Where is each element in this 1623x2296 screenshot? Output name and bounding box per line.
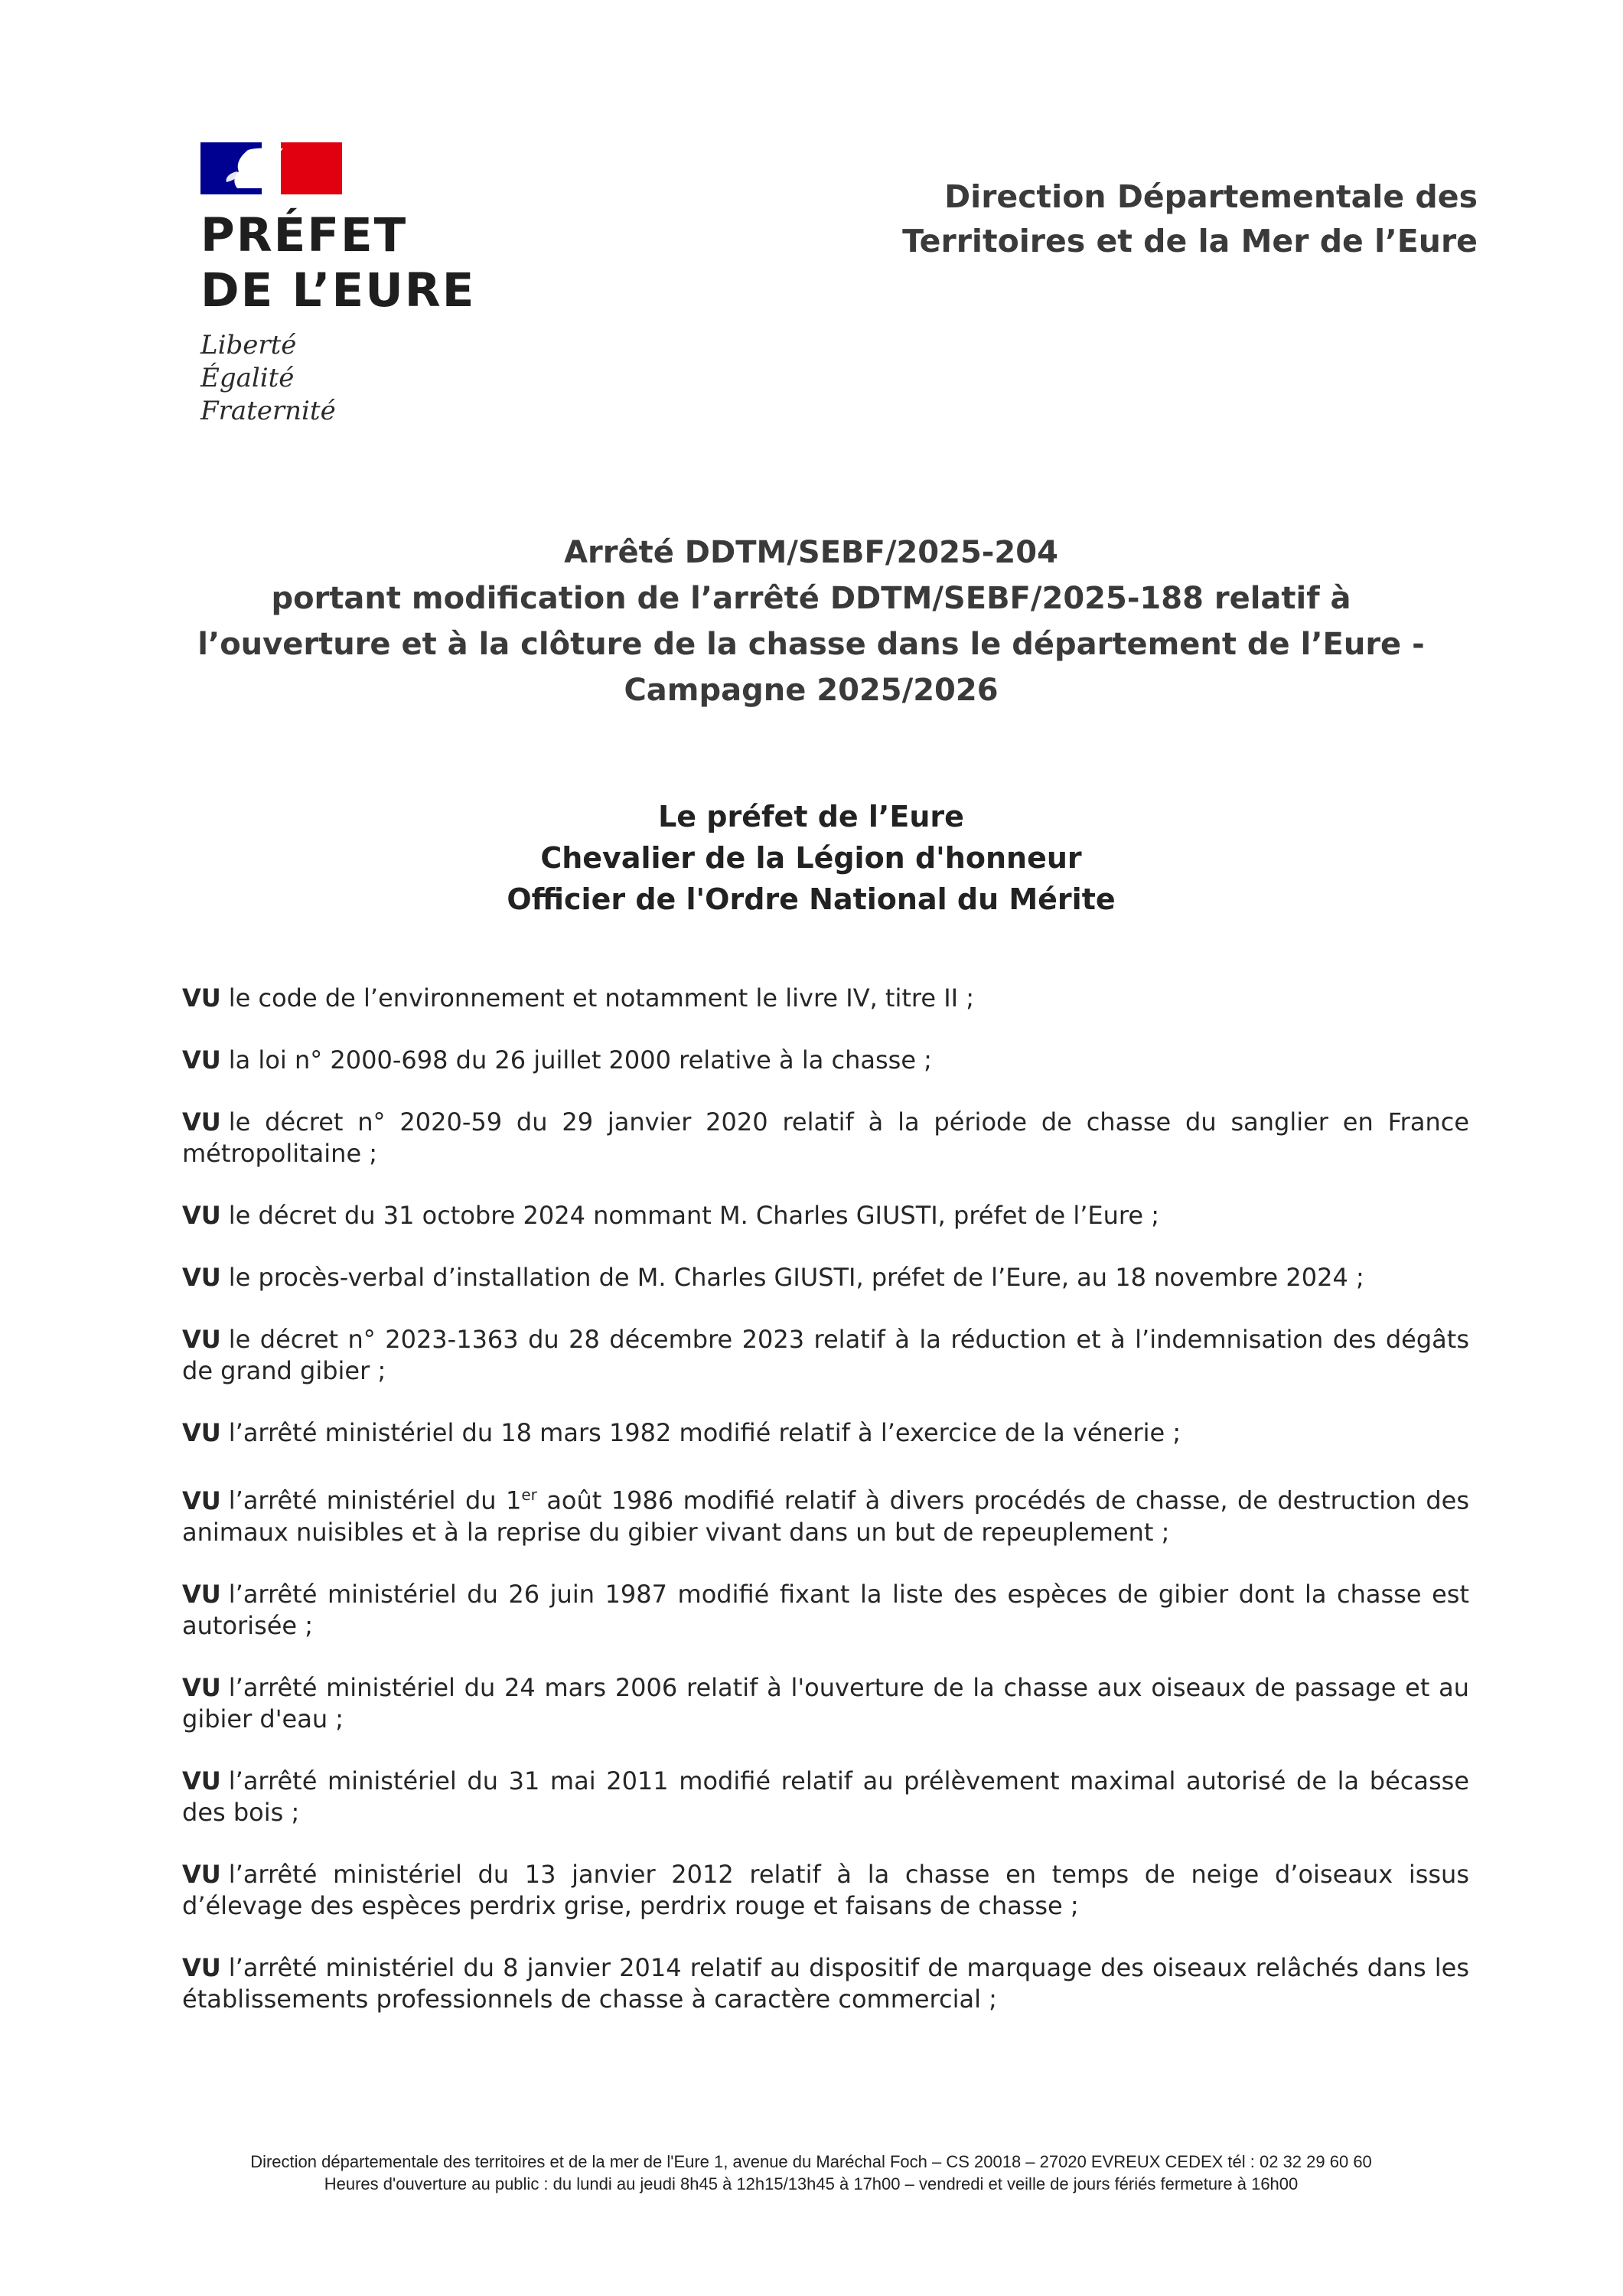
visa-list xyxy=(182,983,1469,2046)
visa-text: l’arrêté ministériel du 26 juin 1987 modifié fixant la liste des espèces de gibier dont la chasse est autorisée ; xyxy=(182,1579,1469,1640)
visa-label: VU xyxy=(182,1486,221,1515)
visa-item xyxy=(182,1200,1469,1231)
prefect-titles xyxy=(184,796,1439,920)
visa-item xyxy=(182,1672,1469,1735)
visa-item xyxy=(182,1766,1469,1828)
prefet-line: PRÉFET xyxy=(200,208,408,263)
title-line-2: portant modification de l’arrêté DDTM/SEBF/2025-188 relatif à xyxy=(271,581,1351,616)
prefecture-logo xyxy=(200,142,522,428)
page-footer xyxy=(115,2151,1507,2195)
visa-item xyxy=(182,1045,1469,1076)
visa-label: VU xyxy=(182,1263,221,1292)
devise-fraternite: Fraternité xyxy=(200,396,336,426)
visa-text: l’arrêté ministériel du 24 mars 2006 relatif à l'ouverture de la chasse aux oiseaux de passage et au gibier d'eau ; xyxy=(182,1672,1469,1733)
visa-text: le décret n° 2023-1363 du 28 décembre 2023 relatif à la réduction et à l’indemnisation des dégâts de grand gibier ; xyxy=(182,1325,1469,1385)
decree-title xyxy=(184,530,1439,713)
devise-egalite: Égalité xyxy=(200,363,295,393)
eure-line: DE L’EURE xyxy=(200,263,476,318)
visa-text: l’arrêté ministériel du 31 mai 2011 modifié relatif au prélèvement maximal autorisé de la bécasse des bois ; xyxy=(182,1766,1469,1827)
visa-label: VU xyxy=(182,1201,221,1230)
prefet-name xyxy=(200,208,522,318)
devise xyxy=(200,329,522,428)
visa-text: l’arrêté ministériel du 18 mars 1982 modifié relatif à l’exercice de la vénerie ; xyxy=(228,1418,1181,1447)
devise-liberte: Liberté xyxy=(200,330,297,360)
title-line-3: l’ouverture et à la clôture de la chasse dans le département de l’Eure - xyxy=(197,627,1425,662)
prefect-line-3: Officier de l'Ordre National du Mérite xyxy=(507,882,1116,916)
visa-text: la loi n° 2000-698 du 26 juillet 2000 relative à la chasse ; xyxy=(228,1045,932,1075)
visa-item xyxy=(182,1579,1469,1642)
direction-line-1: Direction Départementale des xyxy=(944,178,1478,215)
visa-item xyxy=(182,983,1469,1014)
prefect-line-1: Le préfet de l’Eure xyxy=(658,800,964,833)
visa-text: l’arrêté ministériel du 8 janvier 2014 relatif au dispositif de marquage des oiseaux relâchés dans les établissements professionnels de chasse à caractère commercial ; xyxy=(182,1952,1469,2014)
visa-item xyxy=(182,1479,1469,1548)
visa-label: VU xyxy=(182,1579,221,1609)
visa-label: VU xyxy=(182,1672,221,1702)
visa-text: l’arrêté ministériel du 1 xyxy=(228,1486,522,1515)
visa-label: VU xyxy=(182,1325,221,1354)
visa-label: VU xyxy=(182,983,221,1013)
visa-label: VU xyxy=(182,1766,221,1795)
visa-text: l’arrêté ministériel du 13 janvier 2012 relatif à la chasse en temps de neige d’oiseaux issus d’élevage des espèces perdrix grise, perdrix rouge et faisans de chasse ; xyxy=(182,1859,1469,1920)
visa-label: VU xyxy=(182,1107,221,1137)
visa-item xyxy=(182,1262,1469,1293)
prefect-line-2: Chevalier de la Légion d'honneur xyxy=(540,841,1082,875)
visa-item xyxy=(182,1417,1469,1449)
visa-item xyxy=(182,1859,1469,1922)
visa-label: VU xyxy=(182,1859,221,1889)
visa-item xyxy=(182,1324,1469,1387)
footer-address: Direction départementale des territoires et de la mer de l'Eure 1, avenue du Maréchal Foch – CS 20018 – 27020 EVREUX CEDEX tél : 02 32 29 60 60 xyxy=(250,2152,1372,2171)
visa-text: le code de l’environnement et notamment le livre IV, titre II ; xyxy=(228,983,975,1013)
visa-label: VU xyxy=(182,1045,221,1075)
visa-text-cont: août 1986 modifié relatif à divers procédés de chasse, de destruction des animaux nuisibles et à la reprise du gibier vivant dans un but de repeuplement ; xyxy=(182,1486,1470,1547)
visa-text: le décret n° 2020-59 du 29 janvier 2020 relatif à la période de chasse du sanglier en France métropolitaine ; xyxy=(182,1107,1469,1168)
footer-hours: Heures d'ouverture au public : du lundi au jeudi 8h45 à 12h15/13h45 à 17h00 – vendredi et veille de jours fériés fermeture à 16h00 xyxy=(324,2174,1299,2193)
marianne-icon xyxy=(200,142,342,194)
visa-item xyxy=(182,1107,1469,1169)
visa-item xyxy=(182,1952,1469,2015)
visa-label: VU xyxy=(182,1418,221,1447)
visa-text: le décret du 31 octobre 2024 nommant M. Charles GIUSTI, préfet de l’Eure ; xyxy=(228,1201,1159,1230)
title-line-1: Arrêté DDTM/SEBF/2025-204 xyxy=(564,535,1058,570)
visa-text: le procès-verbal d’installation de M. Charles GIUSTI, préfet de l’Eure, au 18 novembre 2024 ; xyxy=(228,1263,1364,1292)
visa-superscript: er xyxy=(521,1486,537,1504)
visa-label: VU xyxy=(182,1952,221,1982)
direction-line-2: Territoires et de la Mer de l’Eure xyxy=(902,223,1478,259)
title-line-4: Campagne 2025/2026 xyxy=(624,673,999,708)
issuing-direction xyxy=(896,174,1478,263)
